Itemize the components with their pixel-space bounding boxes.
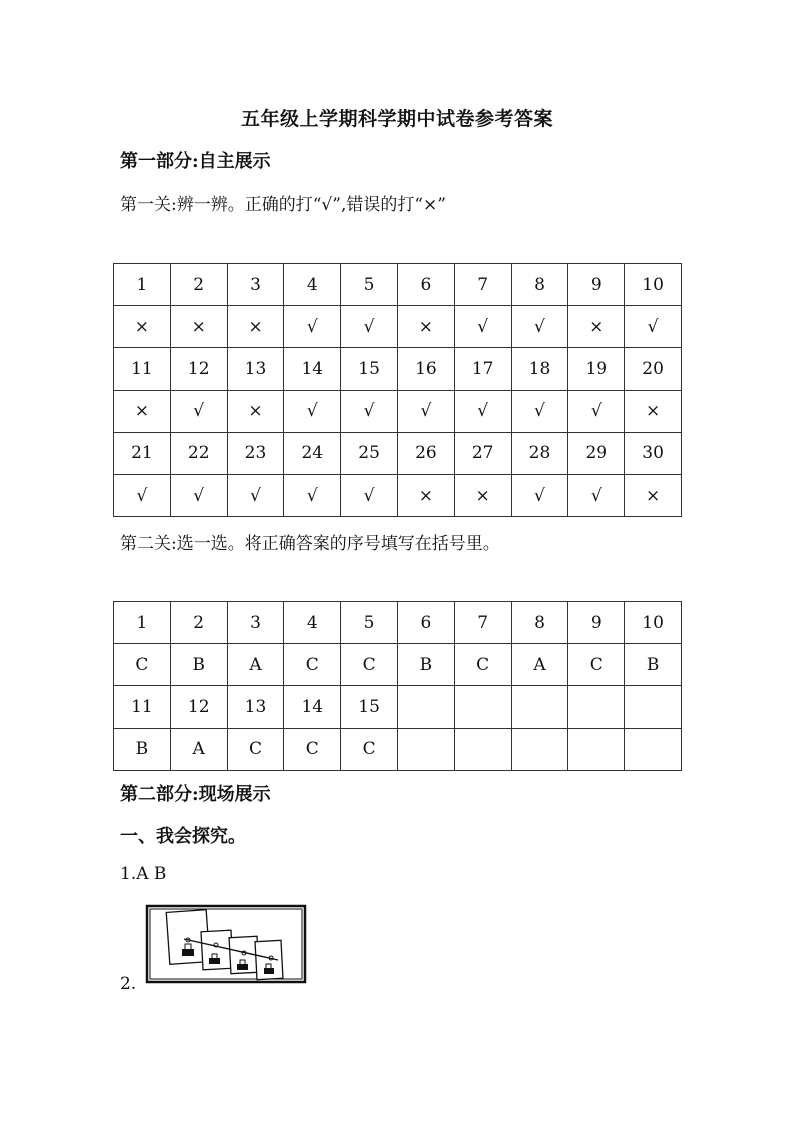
answer-cell: √ (397, 390, 454, 432)
answer-cell: √ (511, 390, 568, 432)
level1-table-row (114, 264, 682, 306)
answer-1: 1.A B (120, 864, 167, 884)
question-number-cell (454, 686, 511, 728)
answer-cell: √ (114, 474, 171, 516)
question-number-cell: 10 (625, 602, 682, 644)
question-number-cell: 6 (397, 264, 454, 306)
answer-cell: √ (511, 306, 568, 348)
question-number-cell: 4 (284, 264, 341, 306)
answer-cell: √ (341, 306, 398, 348)
answer-cell: × (397, 306, 454, 348)
question-number-cell: 9 (568, 602, 625, 644)
question-number-cell: 18 (511, 348, 568, 390)
level1-table-row (114, 390, 682, 432)
answer-cell: × (454, 474, 511, 516)
answer-cell: √ (511, 474, 568, 516)
question-number-cell: 14 (284, 686, 341, 728)
question-number-cell: 28 (511, 432, 568, 474)
question-number-cell: 21 (114, 432, 171, 474)
question-number-cell: 11 (114, 686, 171, 728)
answer-cell: C (114, 644, 171, 686)
answer-cell: √ (284, 390, 341, 432)
answer-cell: B (625, 644, 682, 686)
question-number-cell: 17 (454, 348, 511, 390)
question-number-cell: 13 (227, 348, 284, 390)
answer-cell: C (284, 728, 341, 770)
level2-table-row (114, 728, 682, 770)
section1-heading: 一、我会探究。 (120, 826, 246, 847)
question-number-cell: 6 (397, 602, 454, 644)
level2-answer-table (113, 601, 682, 771)
answer-cell: √ (284, 306, 341, 348)
level1-table-row (114, 306, 682, 348)
question-number-cell: 9 (568, 264, 625, 306)
answer-cell: √ (625, 306, 682, 348)
answer-cell: C (341, 644, 398, 686)
question-number-cell: 26 (397, 432, 454, 474)
answer-cell: × (227, 306, 284, 348)
answer-cell: × (114, 306, 171, 348)
question-number-cell: 16 (397, 348, 454, 390)
answer-cell: √ (341, 390, 398, 432)
answer-cell (511, 728, 568, 770)
answer-cell (397, 728, 454, 770)
answer-cell: C (227, 728, 284, 770)
answer-cell (625, 728, 682, 770)
answer-cell: C (454, 644, 511, 686)
level1-instruction: 第一关:辨一辨。正确的打“√”,错误的打“×” (120, 195, 446, 215)
answer-cell: C (284, 644, 341, 686)
question-number-cell: 13 (227, 686, 284, 728)
level2-table-row (114, 686, 682, 728)
answer-cell: × (625, 474, 682, 516)
level1-table-row (114, 474, 682, 516)
level2-table-row (114, 602, 682, 644)
level1-table-row (114, 432, 682, 474)
question-number-cell: 8 (511, 264, 568, 306)
answer-cell: × (114, 390, 171, 432)
question-number-cell: 12 (170, 686, 227, 728)
part1-heading: 第一部分:自主展示 (120, 151, 271, 172)
question-number-cell: 2 (170, 264, 227, 306)
question-number-cell (511, 686, 568, 728)
question-number-cell: 15 (341, 686, 398, 728)
question-number-cell: 24 (284, 432, 341, 474)
question-number-cell (625, 686, 682, 728)
question-number-cell (568, 686, 625, 728)
answer-2-label: 2. (120, 974, 137, 994)
question-number-cell: 2 (170, 602, 227, 644)
question-number-cell: 22 (170, 432, 227, 474)
answer-cell: A (511, 644, 568, 686)
answer-cell: × (170, 306, 227, 348)
answer-cell: B (397, 644, 454, 686)
answer-cell: √ (170, 390, 227, 432)
answer-cell: B (114, 728, 171, 770)
level1-table-row (114, 348, 682, 390)
question-number-cell: 5 (341, 264, 398, 306)
answer-cell: × (568, 306, 625, 348)
answer-cell: √ (227, 474, 284, 516)
question-number-cell: 5 (341, 602, 398, 644)
answer-cell: √ (341, 474, 398, 516)
answer-cell: √ (454, 390, 511, 432)
level2-instruction: 第二关:选一选。将正确答案的序号填写在括号里。 (120, 534, 500, 554)
experiment-diagram (144, 903, 308, 985)
question-number-cell: 27 (454, 432, 511, 474)
answer-cell: A (170, 728, 227, 770)
question-number-cell: 14 (284, 348, 341, 390)
question-number-cell: 20 (625, 348, 682, 390)
question-number-cell: 15 (341, 348, 398, 390)
part2-heading: 第二部分:现场展示 (120, 784, 271, 805)
answer-cell: B (170, 644, 227, 686)
question-number-cell: 3 (227, 602, 284, 644)
question-number-cell: 11 (114, 348, 171, 390)
question-number-cell: 3 (227, 264, 284, 306)
answer-cell: × (227, 390, 284, 432)
answer-cell: √ (170, 474, 227, 516)
question-number-cell: 12 (170, 348, 227, 390)
level2-table-row (114, 644, 682, 686)
answer-cell: × (397, 474, 454, 516)
answer-cell: √ (568, 474, 625, 516)
question-number-cell: 7 (454, 602, 511, 644)
level1-answer-table (113, 263, 682, 517)
question-number-cell: 19 (568, 348, 625, 390)
question-number-cell: 4 (284, 602, 341, 644)
question-number-cell: 23 (227, 432, 284, 474)
answer-cell: A (227, 644, 284, 686)
question-number-cell: 30 (625, 432, 682, 474)
answer-cell: √ (454, 306, 511, 348)
answer-cell (568, 728, 625, 770)
document-title: 五年级上学期科学期中试卷参考答案 (240, 108, 553, 130)
question-number-cell: 1 (114, 602, 171, 644)
question-number-cell: 29 (568, 432, 625, 474)
question-number-cell: 7 (454, 264, 511, 306)
question-number-cell: 25 (341, 432, 398, 474)
question-number-cell: 1 (114, 264, 171, 306)
question-number-cell: 8 (511, 602, 568, 644)
answer-cell: × (625, 390, 682, 432)
answer-cell: √ (284, 474, 341, 516)
answer-cell: C (568, 644, 625, 686)
answer-cell: C (341, 728, 398, 770)
answer-cell (454, 728, 511, 770)
question-number-cell: 10 (625, 264, 682, 306)
answer-cell: √ (568, 390, 625, 432)
question-number-cell (397, 686, 454, 728)
